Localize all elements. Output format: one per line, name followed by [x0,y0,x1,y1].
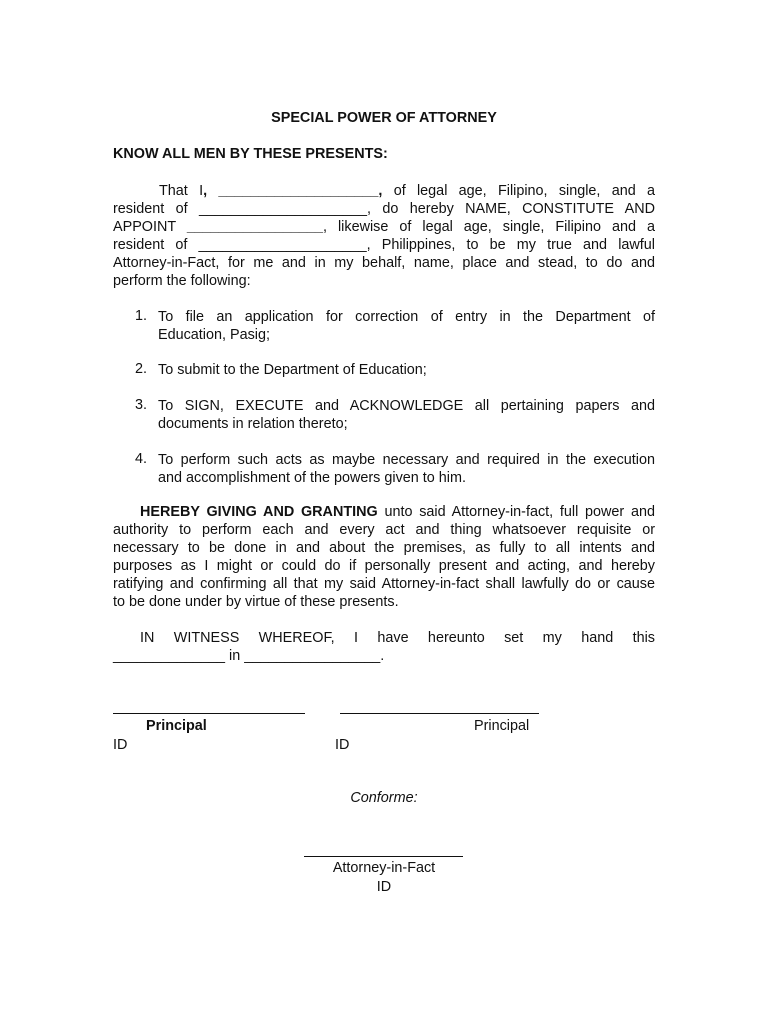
witness-paragraph [113,629,655,665]
intro-line-5: Attorney-in-Fact, for me and in my behalf, name, place and stead, to do and [113,255,655,271]
granting-paragraph [113,503,655,611]
attorney-signature-line [304,856,463,857]
attorney-in-fact-label: Attorney-in-Fact [332,860,436,876]
principal-signature-line [113,713,305,714]
list-item [158,397,655,433]
granting-line-6: to be done under by virtue of these presents. [113,594,399,610]
principal-signature-line [340,713,539,714]
list-item-line: To SIGN, EXECUTE and ACKNOWLEDGE all pertaining papers and [158,398,655,414]
intro-paragraph [113,182,655,290]
granting-line-3: necessary to be done in and about the premises, as fully to all intents and [113,540,655,556]
principal-id-label: ID [335,737,350,753]
principal-id-label: ID [113,737,128,753]
intro-line-4: resident of _____________________, Philippines, to be my true and lawful [113,237,655,253]
witness-line-1: IN WITNESS WHEREOF, I have hereunto set my hand this [140,630,655,646]
list-item-line: documents in relation thereto; [158,416,348,432]
list-item [158,308,655,344]
granting-line-5: ratifying and confirming all that my said Attorney-in-fact shall lawfully do or cause [113,576,655,592]
item-number: 4. [135,451,148,467]
granting-line-1: HEREBY GIVING AND GRANTING unto said Attorney-in-fact, full power and [140,504,655,520]
granting-line-2: authority to perform each and every act and thing whatsoever requisite or [113,522,655,538]
list-item-line: and accomplishment of the powers given to him. [158,470,466,486]
item-number: 1. [135,308,148,324]
document-title: SPECIAL POWER OF ATTORNEY [271,110,497,126]
list-item-line: To file an application for correction of entry in the Department of [158,309,655,325]
intro-line-3: APPOINT _________________, likewise of legal age, single, Filipino and a [113,219,655,235]
witness-line-2: ______________ in _________________. [113,648,385,664]
list-item-line: To submit to the Department of Education; [158,362,427,378]
item-number: 3. [135,397,148,413]
conforme-label: Conforme: [350,790,418,806]
intro-line-1: That I, ____________________, of legal age, Filipino, single, and a [159,183,655,199]
list-item [158,361,655,379]
principal-label: Principal [146,718,207,734]
item-number: 2. [135,361,148,377]
document-heading: KNOW ALL MEN BY THESE PRESENTS: [113,146,388,162]
principal-label: Principal [474,718,530,734]
list-item-line: To perform such acts as maybe necessary and required in the execution [158,452,655,468]
intro-line-6: perform the following: [113,273,251,289]
intro-line-2: resident of _____________________, do hereby NAME, CONSTITUTE AND [113,201,655,217]
granting-line-4: purposes as I might or could do if personally present and acting, and hereby [113,558,655,574]
attorney-id-label: ID [376,879,392,895]
list-item-line: Education, Pasig; [158,327,270,343]
list-item [158,451,655,487]
